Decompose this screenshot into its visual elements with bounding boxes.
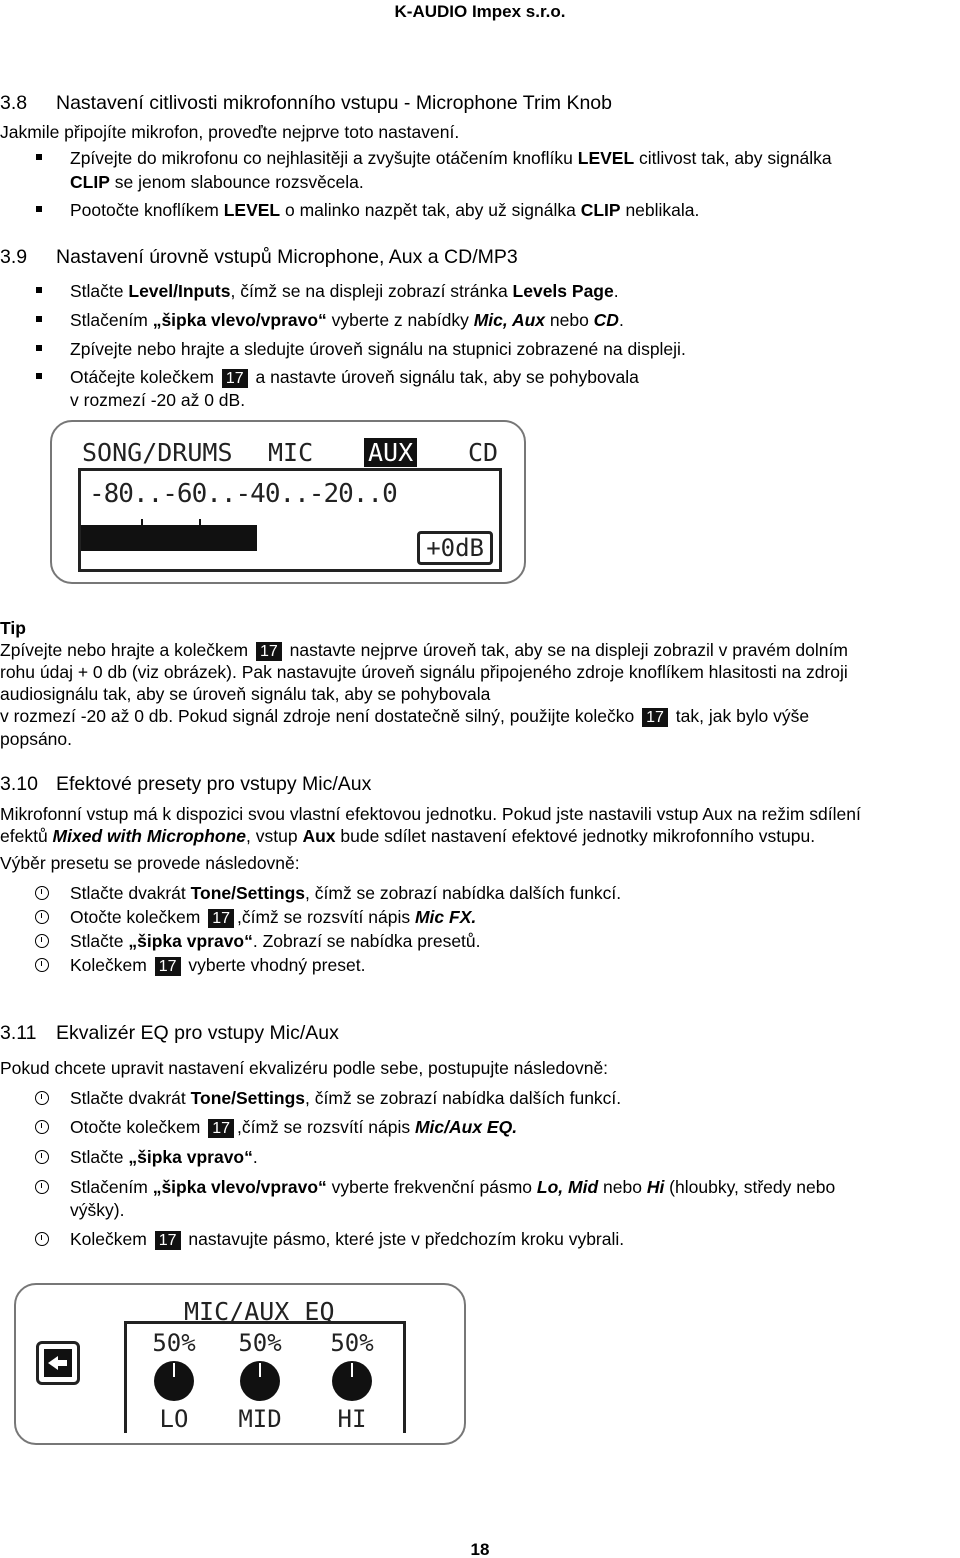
- tip-line: audiosignálu tak, aby se úroveň signálu tak, aby se pohybovala: [0, 684, 491, 704]
- section-3-9-heading: [0, 246, 518, 269]
- section-number: 3.10: [0, 773, 38, 795]
- back-button-icon: [36, 1341, 80, 1385]
- clock-bullet-icon: [35, 1120, 49, 1134]
- clock-bullet-icon: [35, 1150, 49, 1164]
- list-item: Kolečkem 17 vyberte vhodný preset.: [70, 955, 366, 975]
- level-scale: -80..-60..-40..-20..0: [89, 479, 397, 509]
- bullet-text: Otáčejte kolečkem 17 a nastavte úroveň signálu tak, aby se pohybovala: [70, 367, 639, 387]
- clock-bullet-icon: [35, 1091, 49, 1105]
- bullet-square-icon: [36, 287, 42, 293]
- bullet-text-cont: CLIP se jenom slabounce rozsvěcela.: [70, 172, 364, 192]
- clock-bullet-icon: [35, 1180, 49, 1194]
- clock-bullet-icon: [35, 886, 49, 900]
- section-title: Nastavení citlivosti mikrofonního vstupu - Microphone Trim Knob: [56, 92, 612, 114]
- list-item: Stlačte „šipka vpravo“. Zobrazí se nabídka presetů.: [70, 931, 481, 951]
- paragraph: Pokud chcete upravit nastavení ekvalizéru podle sebe, postupujte následovně:: [0, 1058, 609, 1078]
- paragraph: Mikrofonní vstup má k dispozici svou vlastní efektovou jednotku. Pokud jste nastavili vstup Aux na režim sdílení: [0, 804, 861, 824]
- control-ref-badge: 17: [642, 708, 668, 727]
- clock-bullet-icon: [35, 934, 49, 948]
- list-item: Stlačením „šipka vlevo/vpravo“ vyberte frekvenční pásmo Lo, Mid nebo Hi (hloubky, středy nebo: [70, 1177, 836, 1197]
- section-title: Efektové presety pro vstupy Mic/Aux: [56, 773, 372, 795]
- section-title: Ekvalizér EQ pro vstupy Mic/Aux: [56, 1022, 339, 1044]
- eq-band-value: 50%: [330, 1329, 374, 1357]
- section-3-10-heading: [0, 773, 371, 796]
- page-number: 18: [470, 1540, 490, 1558]
- section-number: 3.11: [0, 1022, 37, 1044]
- section-title: Nastavení úrovně vstupů Microphone, Aux a CD/MP3: [56, 246, 518, 268]
- knob-icon: [154, 1361, 194, 1401]
- eq-band-mid: [230, 1329, 290, 1433]
- eq-band-hi: [322, 1329, 382, 1433]
- eq-band-label: LO: [159, 1405, 189, 1433]
- clock-bullet-icon: [35, 1232, 49, 1246]
- bullet-text-cont: v rozmezí -20 až 0 dB.: [70, 390, 246, 410]
- control-ref-badge: 17: [208, 1119, 234, 1138]
- knob-icon: [332, 1361, 372, 1401]
- section-3-8-heading: [0, 92, 612, 115]
- list-item-cont: výšky).: [70, 1200, 125, 1220]
- level-meter-screen: [78, 468, 502, 572]
- bullet-text: Stlačením „šipka vlevo/vpravo“ vyberte z nabídky Mic, Aux nebo CD.: [70, 310, 624, 330]
- control-ref-badge: 17: [155, 957, 181, 976]
- eq-band-value: 50%: [152, 1329, 196, 1357]
- tip-line: Zpívejte nebo hrajte a kolečkem 17 nastavte nejprve úroveň tak, aby se na displeji zobrazil v pravém dolním: [0, 640, 848, 660]
- tip-line: v rozmezí -20 až 0 db. Pokud signál zdroje není dostatečně silný, použijte kolečko 17 tak, jak bylo výše: [0, 706, 810, 726]
- bullet-text: Stlačte Level/Inputs, čímž se na displeji zobrazí stránka Levels Page.: [70, 281, 619, 301]
- level-meter-bar: [81, 525, 257, 551]
- tab-aux: AUX: [364, 438, 417, 467]
- paragraph: Výběr presetu se provede následovně:: [0, 853, 300, 873]
- bullet-square-icon: [36, 316, 42, 322]
- control-ref-badge: 17: [208, 909, 234, 928]
- section-3-8-intro: Jakmile připojíte mikrofon, proveďte nejprve toto nastavení.: [0, 122, 460, 142]
- eq-band-label: MID: [238, 1405, 282, 1433]
- clock-bullet-icon: [35, 958, 49, 972]
- tab-mic: MIC: [268, 438, 314, 467]
- knob-icon: [240, 1361, 280, 1401]
- eq-display-title: MIC/AUX EQ: [184, 1297, 335, 1326]
- section-3-11-heading: [0, 1022, 339, 1045]
- tip-line: rohu údaj + 0 db (viz obrázek). Pak nastavujte úroveň signálu připojeného zdroje knoflíkem hlasitosti na zdroji: [0, 662, 848, 682]
- page-header: K-AUDIO Impex s.r.o.: [394, 2, 566, 21]
- list-item: Kolečkem 17 nastavujte pásmo, které jste v předchozím kroku vybrali.: [70, 1229, 625, 1249]
- tab-song-drums: SONG/DRUMS: [82, 438, 233, 467]
- bullet-text: Zpívejte do mikrofonu co nejhlasitěji a zvyšujte otáčením knoflíku LEVEL citlivost tak, aby signálka: [70, 148, 832, 168]
- bullet-square-icon: [36, 206, 42, 212]
- control-ref-badge: 17: [222, 369, 248, 388]
- control-ref-badge: 17: [155, 1231, 181, 1250]
- eq-band-value: 50%: [238, 1329, 282, 1357]
- bullet-text: Pootočte knoflíkem LEVEL o malinko nazpět tak, aby už signálka CLIP neblikala.: [70, 200, 700, 220]
- eq-band-lo: [144, 1329, 204, 1433]
- list-item: Stlačte dvakrát Tone/Settings, čímž se zobrazí nabídka dalších funkcí.: [70, 883, 622, 903]
- clock-bullet-icon: [35, 910, 49, 924]
- list-item: Stlačte „šipka vpravo“.: [70, 1147, 258, 1167]
- gain-readout: +0dB: [417, 531, 493, 565]
- section-number: 3.8: [0, 92, 28, 114]
- tip-line: popsáno.: [0, 729, 73, 749]
- tab-cd: CD: [468, 438, 499, 467]
- paragraph: efektů Mixed with Microphone, vstup Aux bude sdílet nastavení efektové jednotky mikrofonního vstupu.: [0, 826, 816, 846]
- tip-title: Tip: [0, 618, 26, 638]
- control-ref-badge: 17: [256, 642, 282, 661]
- back-arrow-icon: [44, 1349, 72, 1377]
- levels-page-display: [50, 420, 526, 584]
- list-item: Stlačte dvakrát Tone/Settings, čímž se zobrazí nabídka dalších funkcí.: [70, 1088, 622, 1108]
- list-item: Otočte kolečkem 17 ,čímž se rozsvítí nápis Mic/Aux EQ.: [70, 1117, 518, 1137]
- eq-band-label: HI: [337, 1405, 367, 1433]
- list-item: Otočte kolečkem 17 ,čímž se rozsvítí nápis Mic FX.: [70, 907, 477, 927]
- bullet-text: Zpívejte nebo hrajte a sledujte úroveň signálu na stupnici zobrazené na displeji.: [70, 339, 686, 359]
- bullet-square-icon: [36, 154, 42, 160]
- eq-page-display: [14, 1283, 466, 1445]
- bullet-square-icon: [36, 373, 42, 379]
- section-number: 3.9: [0, 246, 28, 268]
- bullet-square-icon: [36, 345, 42, 351]
